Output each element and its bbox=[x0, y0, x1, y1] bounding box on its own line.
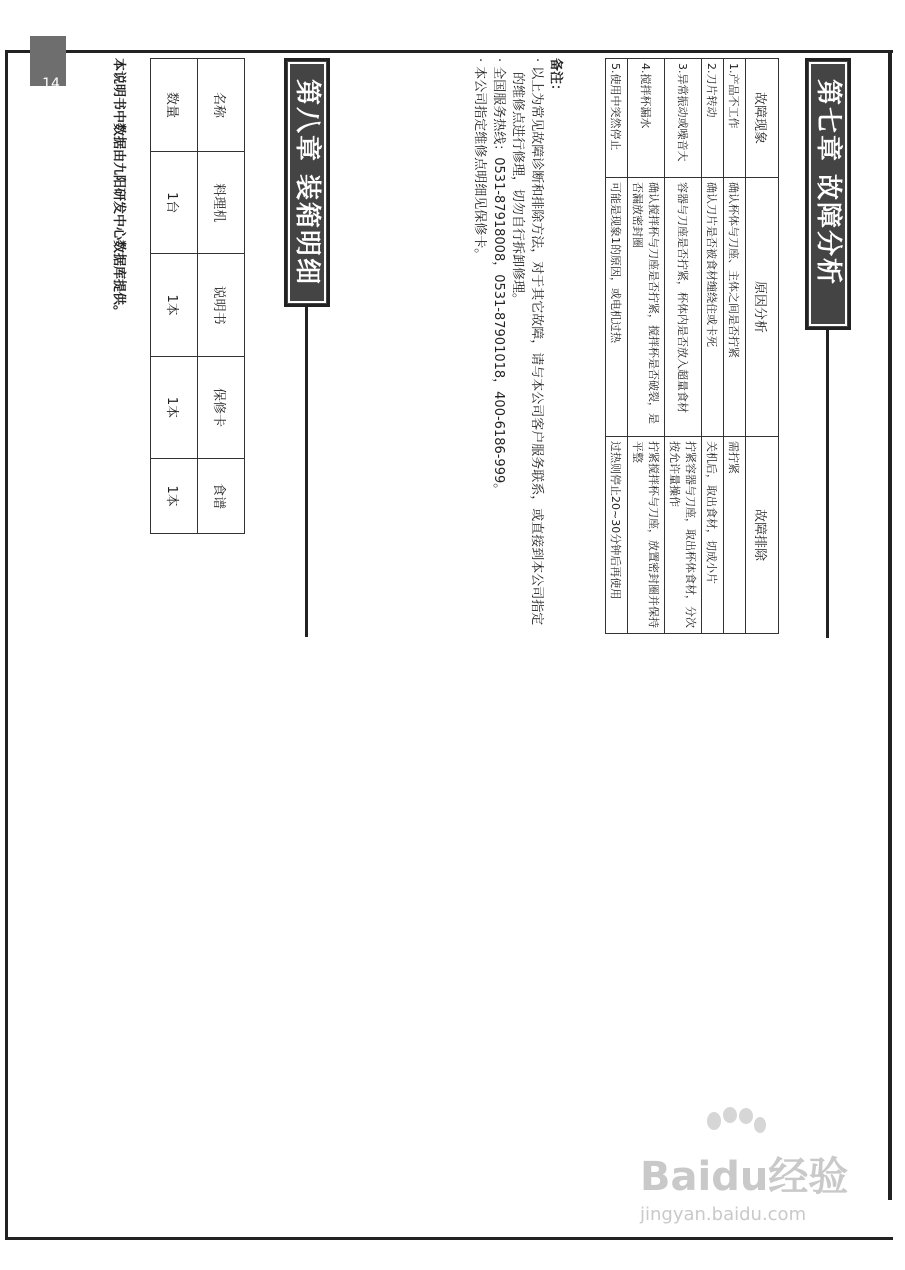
table-row bbox=[606, 59, 628, 634]
table-row bbox=[151, 59, 198, 534]
page-number: 14 bbox=[42, 76, 60, 92]
chapter7-header bbox=[773, 58, 851, 638]
label-cell: 数量 bbox=[151, 59, 198, 152]
cause-cell: 可能是现象1的原因，或电机过热 bbox=[606, 178, 628, 437]
notes bbox=[470, 58, 565, 634]
baidu-watermark bbox=[640, 1145, 860, 1225]
watermark-url: jingyan.baidu.com bbox=[640, 1204, 807, 1225]
item-qty-cell: 1本 bbox=[151, 254, 198, 356]
symptom-cell: 5.使用中突然停止 bbox=[606, 59, 628, 178]
chapter8-title: 第八章 装箱明细 bbox=[284, 58, 330, 307]
header-fix: 故障排除 bbox=[746, 437, 779, 634]
note-text: 以上为常见故障诊断和排除方法，对于其它故障，请与本公司客户服务联系，或直接到本公司指定的维修点进行修理，切勿自行拆卸修理。 bbox=[510, 66, 544, 626]
table-row bbox=[702, 59, 724, 634]
fix-cell: 拧紧容器与刀座，取出杯体食材，分次按允许量操作 bbox=[665, 437, 702, 634]
note-item: · 本公司指定维修点明细见保修卡。 bbox=[472, 58, 487, 262]
note-text: 全国服务热线：0531-87918008，0531-87901018，400-6186-999。 bbox=[491, 66, 506, 497]
cause-cell: 确认搅拌杯与刀座是否拧紧，搅拌杯是否破裂，是否漏放密封圈 bbox=[628, 178, 665, 437]
fault-table-header bbox=[746, 59, 779, 634]
header-symptom: 故障现象 bbox=[746, 59, 779, 178]
watermark-logo: Baidu经验 bbox=[640, 1154, 849, 1200]
notes-title: 备注： bbox=[548, 58, 563, 98]
note-text: 本公司指定维修点明细见保修卡。 bbox=[472, 66, 487, 262]
packing-table bbox=[150, 58, 245, 534]
note-item: · 全国服务热线：0531-87918008，0531-87901018，400-6186-999。 bbox=[491, 58, 506, 497]
symptom-cell: 3.异常振动或噪音大 bbox=[665, 59, 702, 178]
item-name-cell: 保修卡 bbox=[198, 356, 245, 458]
paw-icon bbox=[700, 1107, 770, 1147]
rotated-page-content bbox=[35, 58, 865, 638]
table-row bbox=[724, 59, 746, 634]
item-name-cell: 说明书 bbox=[198, 254, 245, 356]
page-frame-edge bbox=[888, 50, 892, 1200]
table-row bbox=[628, 59, 665, 634]
symptom-cell: 4.搅拌杯漏水 bbox=[628, 59, 665, 178]
symptom-cell: 1.产品不工作 bbox=[724, 59, 746, 178]
item-name-cell: 料理机 bbox=[198, 152, 245, 254]
cause-cell: 确认杯体与刀座、主体之间是否拧紧 bbox=[724, 178, 746, 437]
data-source-footnote: 本说明书中数据由九阳研发中心数据库提供。 bbox=[111, 58, 126, 319]
item-qty-cell: 1本 bbox=[151, 356, 198, 458]
chapter7-rule bbox=[827, 330, 830, 638]
cause-cell: 容器与刀座是否拧紧，杯体内是否放入超量食材 bbox=[665, 178, 702, 437]
table-row bbox=[665, 59, 702, 634]
item-qty-cell: 1本 bbox=[151, 459, 198, 534]
item-qty-cell: 1台 bbox=[151, 152, 198, 254]
symptom-cell: 2.刀片转动 bbox=[702, 59, 724, 178]
table-row bbox=[198, 59, 245, 534]
chapter8-rule bbox=[306, 307, 309, 637]
cause-cell: 确认刀片是否被食材缠绕住或卡死 bbox=[702, 178, 724, 437]
header-cause: 原因分析 bbox=[746, 178, 779, 437]
note-item: · 以上为常见故障诊断和排除方法，对于其它故障，请与本公司客户服务联系，或直接到本公司指定的维修点进行修理，切勿自行拆卸修理。 bbox=[510, 58, 544, 626]
chapter8-header bbox=[284, 58, 330, 637]
fix-cell: 需拧紧 bbox=[724, 437, 746, 634]
fix-cell: 关机后，取出食材，切成小片 bbox=[702, 437, 724, 634]
chapter7-title: 第七章 故障分析及排除 bbox=[805, 58, 851, 330]
fix-cell: 过热则停止20~30分钟后再使用 bbox=[606, 437, 628, 634]
label-cell: 名称 bbox=[198, 59, 245, 152]
fault-table bbox=[605, 58, 779, 634]
item-name-cell: 食谱 bbox=[198, 459, 245, 534]
fix-cell: 拧紧搅拌杯与刀座，放置密封圈并保持平整 bbox=[628, 437, 665, 634]
